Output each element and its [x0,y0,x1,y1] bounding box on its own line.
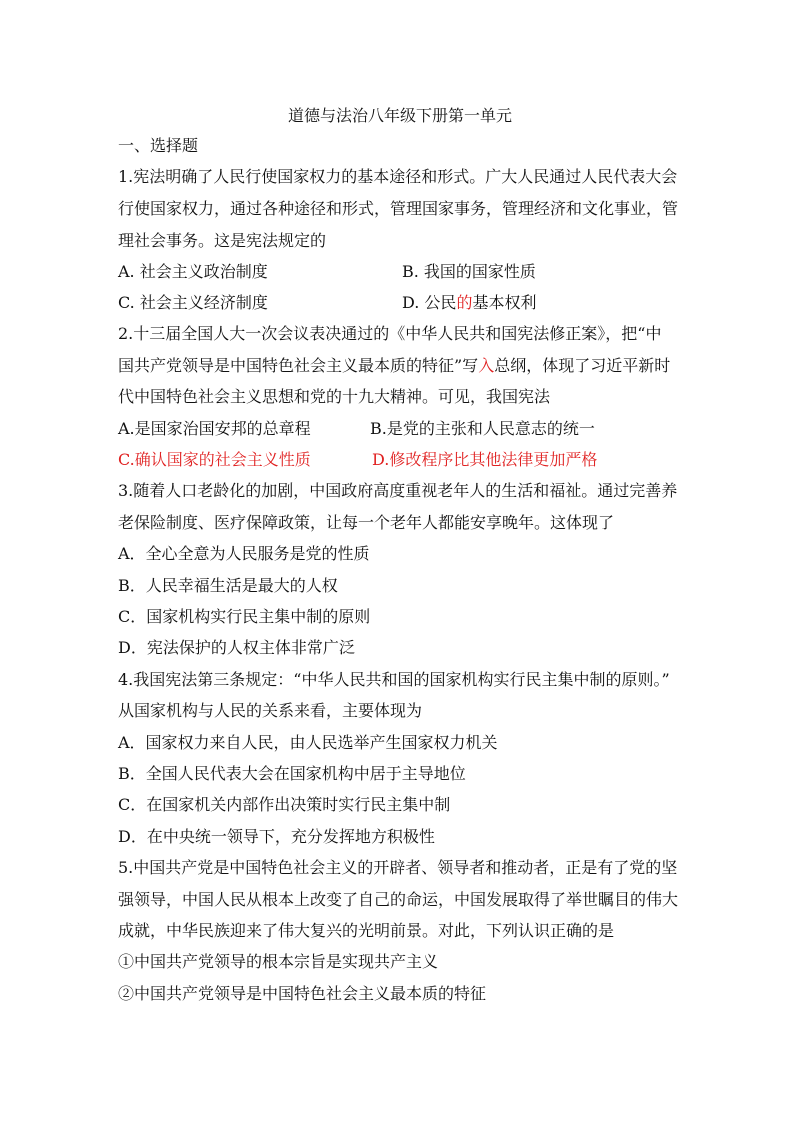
q1-option-d: D. 公民的基本权利 [402,293,537,312]
q2-option-row-1 [118,417,698,441]
q5-text-line-3: 成就，中华民族迎来了伟大复兴的光明前景。对此，下列认识正确的是 [118,921,615,940]
q3-option-d: D．宪法保护的人权主体非常广泛 [118,638,355,657]
q1-option-row-2 [118,291,698,315]
q4-option-d: D．在中央统一领导下，充分发挥地方积极性 [118,827,435,846]
q5-item-2: ②中国共产党领导是中国特色社会主义最本质的特征 [118,984,487,1003]
q1-option-c: C. 社会主义经济制度 [118,293,268,312]
q1-text-line-3: 理社会事务。这是宪法规定的 [118,231,327,250]
section-heading: 一、选择题 [118,136,199,155]
q4-option-b: B．全国人民代表大会在国家机构中居于主导地位 [118,764,466,783]
q3-text-line-2: 老保险制度、医疗保障政策，让每一个老年人都能安享晚年。这体现了 [118,513,615,532]
q4-option-a: A．国家权力来自人民，由人民选举产生国家权力机关 [118,733,498,752]
q3-option-c: C．国家机构实行民主集中制的原则 [118,607,371,626]
q5-item-1: ①中国共产党领导的根本宗旨是实现共产主义 [118,952,439,971]
q1-text-line-2: 行使国家权力，通过各种途径和形式，管理国家事务，管理经济和文化事业，管 [118,199,679,218]
q2-option-d: D.修改程序比其他法律更加严格 [372,450,598,469]
q1-text-line-1: 1.宪法明确了人民行使国家权力的基本途径和形式。广大人民通过人民代表大会 [118,167,678,186]
q2-option-a: A.是国家治国安邦的总章程 [118,419,311,438]
q1-option-a: A. 社会主义政治制度 [118,262,268,281]
q2-text-line-3: 代中国特色社会主义思想和党的十九大精神。可见，我国宪法 [118,387,551,406]
q2-text-line-1: 2.十三届全国人大一次会议表决通过的《中华人民共和国宪法修正案》，把“中 [118,324,662,343]
q4-option-c: C．在国家机关内部作出决策时实行民主集中制 [118,795,451,814]
q3-option-b: B．人民幸福生活是最大的人权 [118,576,338,595]
q2-option-c: C.确认国家的社会主义性质 [118,450,311,469]
q2-text-line-2: 国共产党领导是中国特色社会主义最本质的特征”写入总纲，体现了习近平新时 [118,356,671,375]
document-title: 道德与法治八年级下册第一单元 [287,106,512,125]
q5-text-line-2: 强领导，中国人民从根本上改变了自己的命运，中国发展取得了举世瞩目的伟大 [118,890,679,909]
q4-text-line-1: 4.我国宪法第三条规定：“中华人民共和国的国家机构实行民主集中制的原则。” [118,670,670,689]
q2-option-row-2 [118,448,698,472]
q5-text-line-1: 5.中国共产党是中国特色社会主义的开辟者、领导者和推动者，正是有了党的坚 [118,858,678,877]
q2-option-b: B.是党的主张和人民意志的统一 [370,419,595,438]
q1-option-b: B. 我国的国家性质 [402,262,536,281]
q3-text-line-1: 3.随着人口老龄化的加剧，中国政府高度重视老年人的生活和福祉。通过完善养 [118,481,678,500]
q4-text-line-2: 从国家机构与人民的关系来看，主要体现为 [118,701,423,720]
q1-option-row-1 [118,260,698,284]
q3-option-a: A．全心全意为人民服务是党的性质 [118,544,370,563]
